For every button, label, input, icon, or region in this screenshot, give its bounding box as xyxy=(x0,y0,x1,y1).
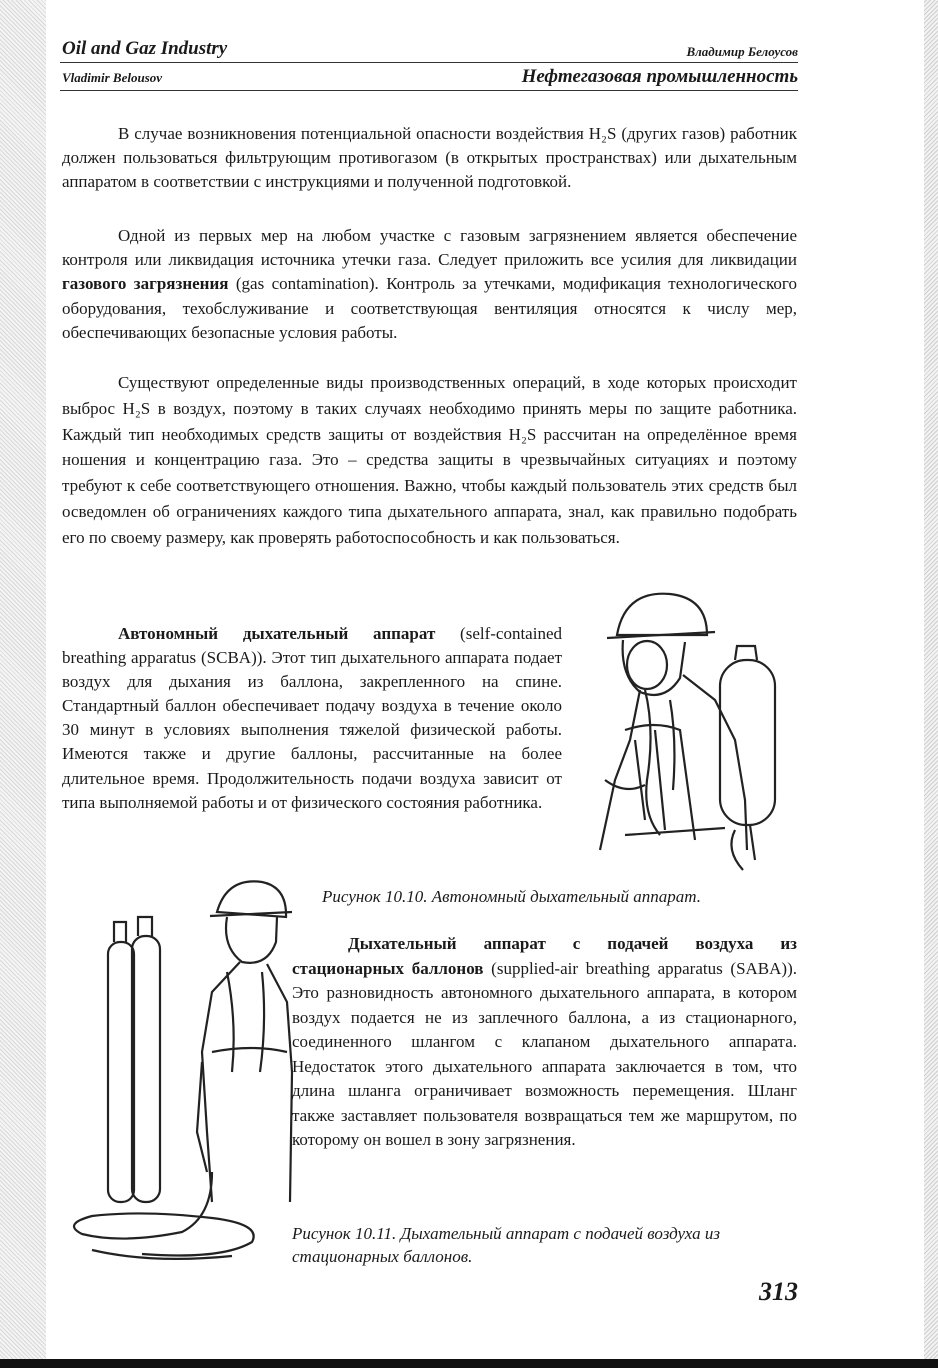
paragraph-2-text-a: Одной из первых мер на любом участке с газовым загрязнением является обеспечение контроля или ликвидация источника утечки газа. Следует приложить все усилия для ликвидации xyxy=(62,226,797,270)
figure-10-11-caption: Рисунок 10.11. Дыхательный аппарат с подачей воздуха из стационарных баллонов. xyxy=(292,1224,720,1266)
paragraph-4-text: (self-contained breathing apparatus (SCBA)). Этот тип дыхательного аппарата подает воздух для дыхания из баллона, закрепленного на спине. Стандартный баллон обеспечивает подачу воздуха в течение около 30 минут в условиях выполнения тяжелой физической работы. Имеются также и другие баллоны, рассчитанные на более длительное время. Продолжительность подачи воздуха зависит от типа выполняемой работы и от физического состояния работника. xyxy=(62,624,562,812)
paragraph-5 xyxy=(292,932,797,1153)
paragraph-2-term: газового загрязнения xyxy=(62,274,229,294)
header-left-author: Vladimir Belousov xyxy=(62,70,163,85)
figure-10-10-caption: Рисунок 10.10. Автономный дыхательный аппарат. xyxy=(322,887,702,906)
helmet-shape-2 xyxy=(217,881,286,917)
scan-shadow-left xyxy=(0,0,46,1368)
stationary-cylinder-2 xyxy=(132,936,160,1202)
air-cylinder-shape xyxy=(720,660,775,825)
paragraph-3-text: Существуют определенные виды производственных операций, в ходе которых происходит выброс H₂S в воздух, поэтому в таких случаях необходимо принять меры по защите работника. Каждый тип необходимых средств защиты от воздействия H₂S рассчитан на определённое время ношения и концентрацию газа. Это – средства защиты в чрезвычайных ситуациях и поэтому требуют к себе соответствующего отношения. Важно, чтобы каждый пользователь этих средств был осведомлен об ограничениях каждого типа дыхательного аппарата, знал, как правильно подобрать его по своему размеру, как проверять работоспособность и как пользоваться. xyxy=(62,373,797,547)
header-right-title: Нефтегазовая промышленность xyxy=(521,66,798,87)
paragraph-3 xyxy=(62,370,797,551)
stationary-cylinder-1 xyxy=(108,942,134,1202)
paragraph-5-text: (supplied-air breathing apparatus (SABA)). Это разновидность автономного дыхательного аппарата, в котором воздух подается не из заплечного баллона, а из стационарного, соединенного шлангом с клапаном дыхательного аппарата. Недостаток этого дыхательного аппарата заключается в том, что длина шланга ограничивает возможность перемещения. Шланг также заставляет пользователя возвращаться тем же маршрутом, по которому он вошел в зону загрязнения. xyxy=(292,958,797,1149)
header-rule-bottom xyxy=(60,90,798,91)
paragraph-4 xyxy=(62,622,562,815)
helmet-shape xyxy=(617,594,707,635)
header-left-title: Oil and Gaz Industry xyxy=(62,38,228,59)
paragraph-5-term: Дыхательный аппарат с подачей воздуха из стационарных баллонов xyxy=(292,934,797,978)
mask-shape xyxy=(627,641,667,689)
paragraph-2 xyxy=(62,224,797,345)
paragraph-1 xyxy=(62,122,797,195)
figure-saba-illustration xyxy=(62,872,297,1267)
paragraph-2-text-b: (gas contamination). Контроль за утечками, модификация технологического оборудования, техобслуживание и соответствующая вентиляция относятся к числу мер, обеспечивающих безопасные условия работы. xyxy=(62,274,797,342)
header-rule-top xyxy=(60,62,798,63)
page-number: 313 xyxy=(759,1277,798,1306)
air-hose-shape xyxy=(74,1172,254,1256)
paragraph-4-term: Автономный дыхательный аппарат xyxy=(118,624,436,643)
figure-scba-illustration xyxy=(585,580,800,880)
header-right-author: Владимир Белоусов xyxy=(686,44,798,59)
paragraph-1-text: В случае возникновения потенциальной опасности воздействия H₂S (других газов) работник должен пользоваться фильтрующим противогазом (в открытых пространствах) или дыхательным аппаратом в соответствии с инструкциями и полученной подготовкой. xyxy=(62,124,797,192)
scan-edge-bottom xyxy=(0,1359,938,1368)
scan-shadow-right xyxy=(924,0,938,1368)
